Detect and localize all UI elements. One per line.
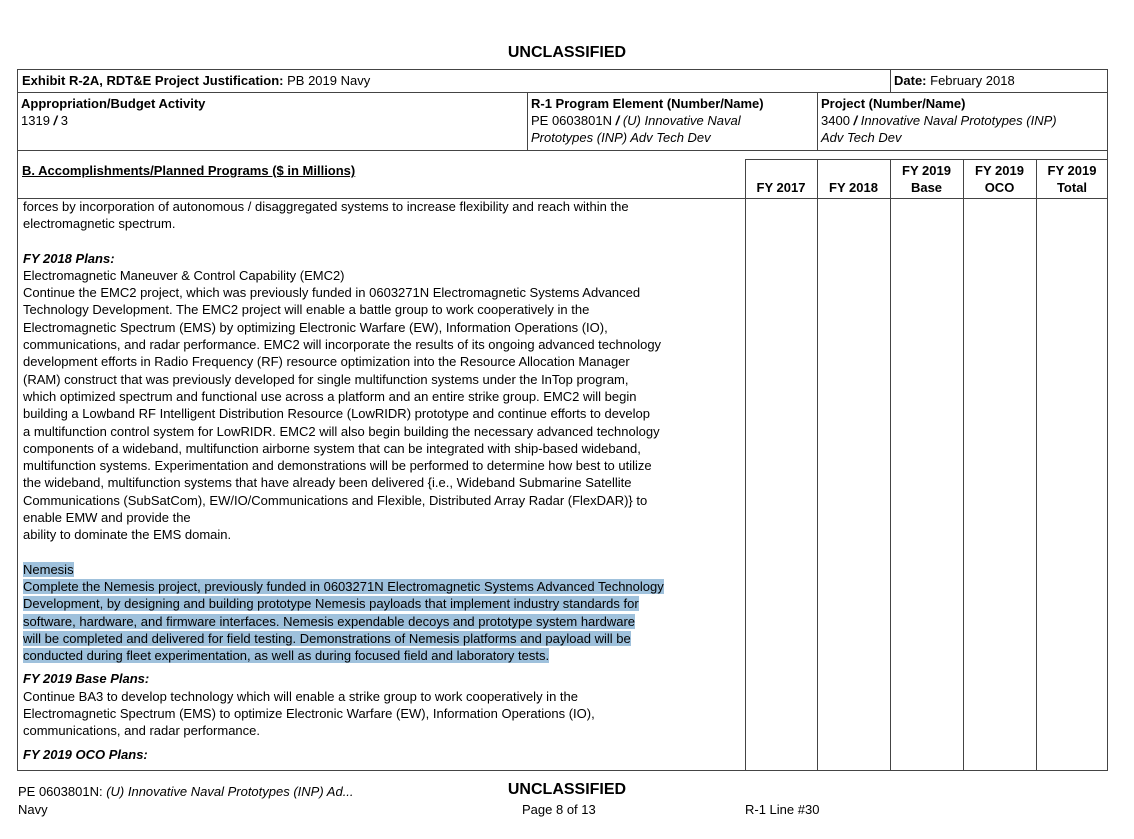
columns-top-rule: [745, 159, 1107, 160]
section-title: B. Accomplishments/Planned Programs ($ in Millions): [22, 163, 356, 178]
fy2019-base-plans-heading: FY 2019 Base Plans:: [23, 671, 150, 687]
accomplishments-body: [23, 198, 743, 763]
program-element-name-2: Prototypes (INP) Adv Tech Dev: [531, 130, 711, 145]
body-line: communications, and radar performance.: [23, 723, 261, 739]
body-line: multifunction systems. Experimentation and demonstrations will be performed to determine how best to utilize: [23, 458, 652, 474]
exhibit-value: PB 2019 Navy: [287, 73, 371, 88]
col-header-fy2019-total: FY 2019 Total: [1047, 163, 1097, 195]
body-line: electromagnetic spectrum.: [23, 216, 176, 232]
classification-footer: UNCLASSIFIED: [507, 781, 627, 798]
row-divider-2: [18, 150, 1107, 151]
nemesis-title[interactable]: Nemesis: [23, 561, 74, 577]
body-line: a multifunction control system for LowRIDR. EMC2 will also begin building the necessary advanced technology: [23, 423, 660, 439]
project-sep: /: [853, 113, 858, 128]
col-header-fy2019-oco: FY 2019 OCO: [975, 163, 1024, 195]
footer-component: Navy: [18, 802, 48, 817]
body-line: Continue BA3 to develop technology which will enable a strike group to work cooperatively in the: [23, 688, 578, 704]
exhibit-title: [22, 72, 370, 89]
body-line: Electromagnetic Spectrum (EMS) to optimize Electronic Warfare (EW), Information Operations (IO),: [23, 706, 595, 722]
body-line: forces by incorporation of autonomous / disaggregated systems to increase flexibility and reach within the: [23, 199, 629, 214]
footer-pe-name: (U) Innovative Naval Prototypes (INP) Ad...: [106, 784, 354, 799]
col-divider-2: [890, 159, 891, 770]
body-line: Electromagnetic Spectrum (EMS) by optimizing Electronic Warfare (EW), Information Operations (IO),: [23, 319, 608, 335]
col-header-fy2019-base: FY 2019 Base: [902, 163, 951, 195]
program-divider: [817, 92, 818, 150]
exhibit-label: Exhibit R-2A, RDT&E Project Justification:: [22, 73, 284, 88]
date-field: [894, 72, 1015, 89]
footer-pe-number: PE 0603801N:: [18, 784, 103, 799]
budget-activity-value: 3: [60, 113, 69, 128]
program-element-label: R-1 Program Element (Number/Name): [531, 96, 764, 111]
col-divider-0: [745, 159, 746, 770]
program-element-number: PE 0603801N: [531, 113, 612, 128]
body-line: Communications (SubSatCom), EW/IO/Communications and Flexible, Distributed Array Radar (FlexDAR)} to: [23, 492, 648, 508]
fy2019-oco-plans-heading: FY 2019 OCO Plans:: [23, 746, 148, 762]
footer-r1-line: R-1 Line #30: [745, 802, 820, 817]
program-element-block: [531, 95, 764, 146]
date-value: February 2018: [930, 73, 1015, 88]
emc2-title: Electromagnetic Maneuver & Control Capability (EMC2): [23, 267, 345, 283]
nemesis-selected-line[interactable]: software, hardware, and firmware interfaces. Nemesis expendable decoys and prototype system hardware: [23, 613, 636, 629]
appropriation-sep: /: [53, 113, 58, 128]
nemesis-selected-line[interactable]: will be completed and delivered for field testing. Demonstrations of Nemesis platforms and payload will be: [23, 630, 631, 646]
nemesis-selected-line[interactable]: Complete the Nemesis project, previously funded in 0603271N Electromagnetic Systems Advanced Technology: [23, 578, 664, 594]
footer-page-number: Page 8 of 13: [522, 802, 596, 817]
project-name-1: Innovative Naval Prototypes (INP): [860, 113, 1057, 128]
col-divider-1: [817, 159, 818, 770]
project-number: 3400: [821, 113, 850, 128]
row-divider-1: [18, 92, 1107, 93]
program-element-sep: /: [615, 113, 620, 128]
body-line: enable EMW and provide the: [23, 510, 191, 526]
appropriation-block: [21, 95, 205, 129]
body-line: communications, and radar performance. EMC2 will incorporate the results of its ongoing advanced technology: [23, 337, 662, 353]
body-line: building a Lowband RF Intelligent Distribution Resource (LowRIDR) prototype and continue efforts to develop: [23, 406, 651, 422]
project-block: [821, 95, 1057, 146]
body-line: (RAM) construct that was previously developed for single multifunction systems under the InTop program,: [23, 371, 629, 387]
body-line: development efforts in Radio Frequency (RF) resource optimization into the Resource Allocation Manager: [23, 354, 630, 370]
project-label: Project (Number/Name): [821, 96, 966, 111]
classification-header: UNCLASSIFIED: [507, 44, 627, 61]
col-divider-4: [1036, 159, 1037, 770]
col-header-fy2018: FY 2018: [829, 180, 878, 195]
program-element-name-1: (U) Innovative Naval: [622, 113, 741, 128]
body-line: which optimized spectrum and functional use across a platform and an entire strike group. EMC2 will begin: [23, 388, 637, 404]
body-line: Continue the EMC2 project, which was previously funded in 0603271N Electromagnetic Systems Advanced: [23, 285, 641, 301]
body-line: ability to dominate the EMS domain.: [23, 527, 232, 543]
body-line: the wideband, multifunction systems that have already been delivered {i.e., Wideband Submarine Satellite: [23, 475, 632, 491]
body-line: components of a wideband, multifunction airborne system that can be integrated with ship-based wideband,: [23, 440, 641, 456]
date-divider: [890, 70, 891, 92]
appropriation-label: Appropriation/Budget Activity: [21, 96, 206, 111]
body-line: Technology Development. The EMC2 project will enable a battle group to work cooperatively in the: [23, 302, 590, 318]
col-divider-3: [963, 159, 964, 770]
appropriation-divider: [527, 92, 528, 150]
nemesis-selected-line[interactable]: Development, by designing and building prototype Nemesis payloads that implement industry standards for: [23, 596, 639, 612]
appropriation-value: 1319: [21, 113, 50, 128]
col-header-fy2017: FY 2017: [756, 180, 806, 195]
fy2018-plans-heading: FY 2018 Plans:: [23, 250, 115, 266]
project-name-2: Adv Tech Dev: [821, 130, 902, 145]
nemesis-selected-line[interactable]: conducted during fleet experimentation, as well as during focused field and laboratory tests.: [23, 648, 550, 664]
date-label: Date:: [894, 73, 927, 88]
